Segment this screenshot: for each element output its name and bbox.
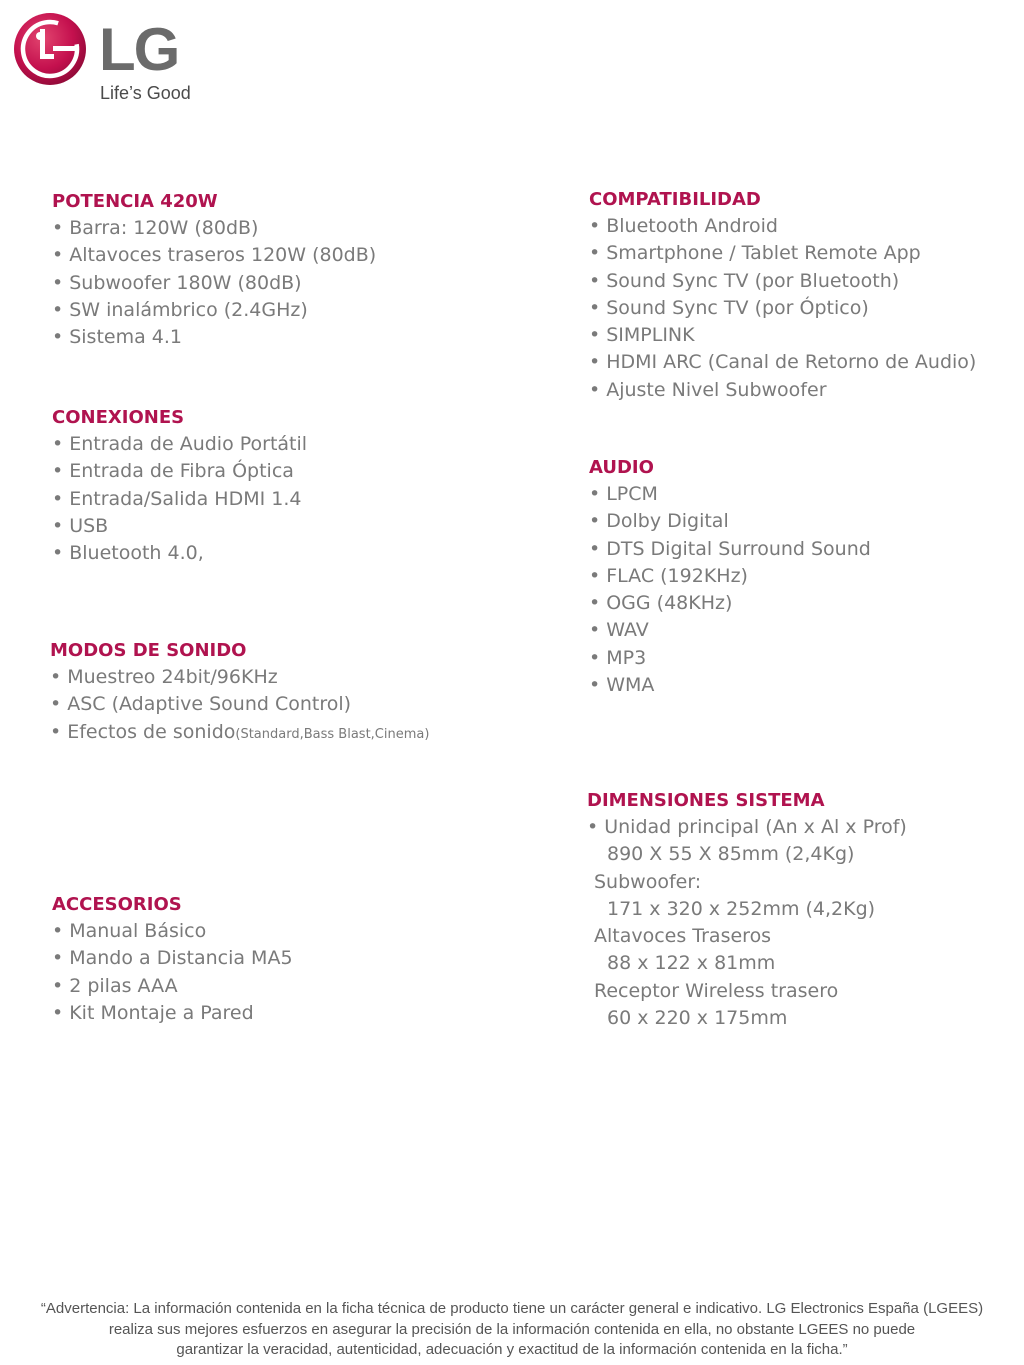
dim-main-value: 890 X 55 X 85mm (2,4Kg) (607, 843, 855, 866)
list-item: • Kit Montaje a Pared (52, 1001, 254, 1024)
list-item: • SIMPLINK (589, 324, 695, 347)
dim-rear-value: 88 x 122 x 81mm (607, 952, 776, 975)
list-item: • Muestreo 24bit/96KHz (50, 666, 278, 688)
heading-conexiones: CONEXIONES (52, 407, 185, 428)
list-conexiones (52, 431, 307, 567)
logo-wordmark: LG (99, 16, 179, 83)
list-item: • FLAC (192KHz) (589, 564, 748, 587)
list-item: • WMA (589, 674, 655, 697)
list-item: • Entrada de Audio Portátil (52, 433, 308, 455)
dim-main-label: • Unidad principal (An x Al x Prof) (587, 816, 907, 838)
section-accesorios (52, 891, 293, 1027)
logo-tagline: Life’s Good (100, 83, 191, 103)
list-accesorios (52, 918, 293, 1027)
dim-receptor-value: 60 x 220 x 175mm (607, 1007, 788, 1030)
dim-subwoofer-value: 171 x 320 x 252mm (4,2Kg) (607, 897, 876, 920)
section-compatibilidad (589, 186, 976, 404)
list-item: • Mando a Distancia MA5 (52, 947, 293, 970)
list-item: • Sistema 4.1 (52, 326, 183, 349)
list-item: • Bluetooth Android (589, 215, 778, 237)
list-item: • Bluetooth 4.0, (52, 542, 204, 565)
list-item: • WAV (589, 619, 649, 642)
heading-potencia: POTENCIA 420W (52, 191, 218, 212)
list-item: • LPCM (589, 483, 658, 505)
list-item: • Smartphone / Tablet Remote App (589, 242, 921, 265)
heading-accesorios: ACCESORIOS (52, 894, 182, 915)
list-item: • USB (52, 514, 109, 537)
list-item: • Dolby Digital (589, 510, 729, 533)
list-item: • HDMI ARC (Canal de Retorno de Audio) (589, 351, 977, 374)
list-audio (589, 481, 871, 699)
footer-disclaimer (0, 1299, 1024, 1361)
list-compatibilidad (589, 213, 976, 404)
section-dimensiones (587, 787, 907, 1032)
dim-receptor-label: Receptor Wireless trasero (594, 979, 839, 1002)
list-item: • DTS Digital Surround Sound (589, 537, 871, 560)
section-audio (589, 454, 871, 699)
list-item: • MP3 (589, 646, 647, 669)
dim-rear-label: Altavoces Traseros (594, 925, 772, 948)
list-item: • Entrada/Salida HDMI 1.4 (52, 487, 302, 510)
list-item: • 2 pilas AAA (52, 974, 178, 997)
list-item: • Sound Sync TV (por Óptico) (589, 296, 869, 319)
list-item: • Sound Sync TV (por Bluetooth) (589, 269, 900, 292)
list-potencia (52, 215, 376, 351)
list-item: • Ajuste Nivel Subwoofer (589, 378, 827, 401)
list-item: • Barra: 120W (80dB) (52, 217, 259, 239)
lg-logo (13, 12, 203, 107)
disclaimer-line: realiza sus mejores esfuerzos en asegurar la precisión de la información contenida en ella, no obstante LGEES no puede (108, 1320, 916, 1338)
list-item: • Manual Básico (52, 920, 207, 942)
list-item: • Entrada de Fibra Óptica (52, 460, 294, 483)
lg-face-icon (13, 12, 87, 86)
list-item: • Efectos de sonido(Standard,Bass Blast,Cinema) (50, 720, 430, 743)
section-conexiones (52, 404, 307, 567)
disclaimer-line: “Advertencia: La información contenida en la ficha técnica de producto tiene un carácter general e indicativo. LG Electronics España (LGEES) (40, 1300, 984, 1317)
heading-dimensiones: DIMENSIONES SISTEMA (587, 790, 825, 811)
list-item: • Subwoofer 180W (80dB) (52, 271, 302, 294)
heading-modos: MODOS DE SONIDO (50, 640, 247, 661)
section-potencia (52, 188, 376, 351)
heading-compatibilidad: COMPATIBILIDAD (589, 189, 761, 210)
disclaimer-line: garantizar la veracidad, autenticidad, adecuación y exactitud de la información contenida en la ficha.” (176, 1341, 848, 1358)
list-item: • OGG (48KHz) (589, 592, 733, 615)
list-item: • Altavoces traseros 120W (80dB) (52, 244, 377, 267)
list-item: • SW inalámbrico (2.4GHz) (52, 298, 308, 321)
efectos-detail: (Standard,Bass Blast,Cinema) (235, 726, 430, 742)
section-modos (50, 637, 429, 748)
list-item: • ASC (Adaptive Sound Control) (50, 693, 352, 716)
list-modos (50, 664, 429, 748)
dim-subwoofer-label: Subwoofer: (594, 870, 702, 893)
heading-audio: AUDIO (589, 457, 654, 478)
